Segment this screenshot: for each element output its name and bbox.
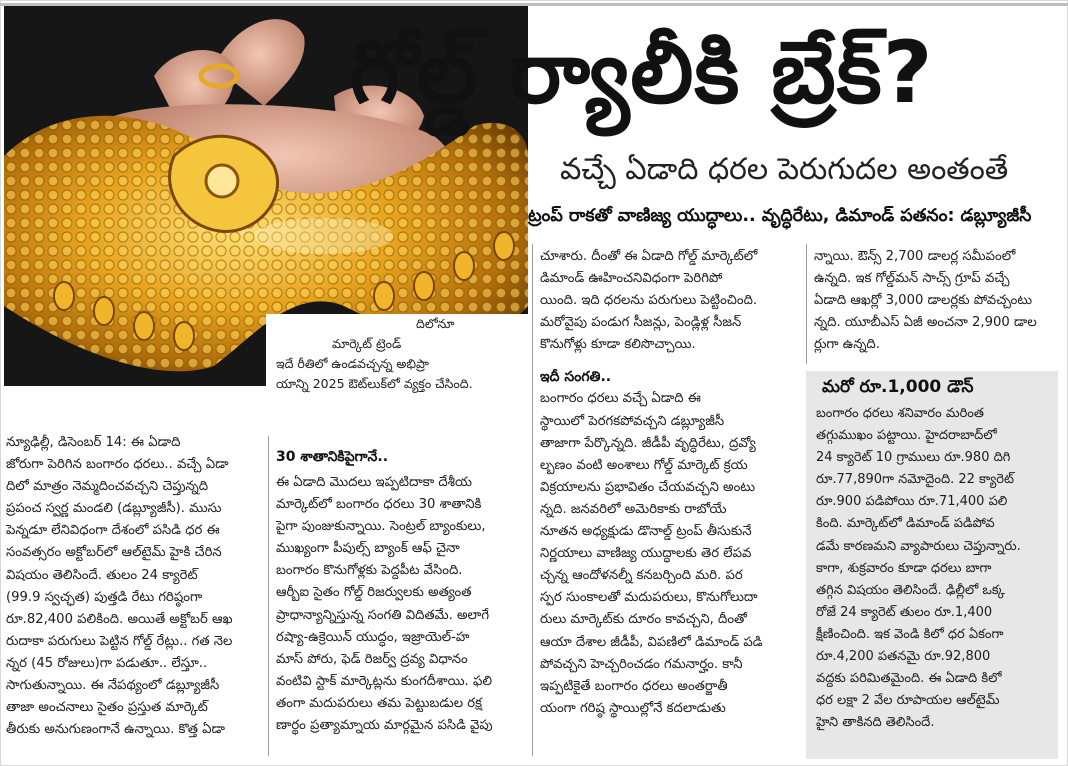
text-line: హైని తాకినది తెలిసిందే. xyxy=(816,715,935,731)
text-line: 24 క్యారెట్ 10 గ్రాములు రూ.980 దిగి xyxy=(816,450,1011,466)
text-line: ముఖ్యంగా పీపుల్స్ బ్యాంక్ ఆఫ్ చైనా xyxy=(276,541,460,557)
text-line: జోరుగా పెరిగిన బంగారం ధరలు.. వచ్చే ఏడా xyxy=(6,457,229,473)
caption-line-4: యాన్ని 2025 ఔట్‌లుక్‌లో వ్యక్తం చేసింది. xyxy=(276,376,473,391)
text-line: ఆర్బీఐ సైతం గోల్డ్ రిజర్వులకు అత్యంత xyxy=(276,585,472,601)
caption-line-2: మార్కెట్ ట్రెండ్ xyxy=(332,336,402,351)
text-line: తంగా మదుపరులు తమ పెట్టుబడుల రక్ష xyxy=(276,695,482,711)
text-line: తాజా అంచనాలు సైతం ప్రస్తుత మార్కెట్ xyxy=(6,700,208,716)
price-drop-box xyxy=(806,371,1058,759)
caption-line-1: దిలోనూ xyxy=(416,316,455,331)
text-line: న్నది. యూబీఎస్ ఏజీ అంచనా 2,900 డాల xyxy=(814,315,1037,331)
text-line: ప్రపంచ స్వర్ణ మండలి (డబ్ల్యూజీసీ). ముసు xyxy=(6,501,222,517)
column-3 xyxy=(540,246,802,720)
text-line: పైగా పుంజుకున్నాయి. సెంట్రల్ బ్యాంకులు, xyxy=(276,519,486,535)
kicker: ట్రంప్ రాకతో వాణిజ్య యుద్ధాలు.. వృద్ధిరేటు, డిమాండ్ పతనం: డబ్ల్యూజీసీ xyxy=(528,206,1032,226)
text-line: యింది. ఇది ధరలను పరుగులు పెట్టించింది. xyxy=(540,293,758,309)
text-line: తగ్గుముఖం పట్టాయి. హైదరాబాద్‌లో xyxy=(816,428,997,444)
text-line: రష్యా-ఉక్రెయిన్ యుద్ధం, ఇజ్రాయెల్-హ xyxy=(276,629,470,645)
text-line: న్నది. జనవరిలో అమెరికాకు రాబోయే xyxy=(540,501,727,517)
text-line: బంగారం ధరలు శనివారం మరింత xyxy=(816,406,984,421)
headline: గోల్డ్ ర్యాలీకి బ్రేక్? xyxy=(350,23,934,123)
text-line: డిమాండ్ ఊహించనివిధంగా పెరిగిపో xyxy=(540,271,723,287)
text-line: రులు మార్కెట్‌కు దూరం కావచ్చని, దీంతో xyxy=(540,612,747,628)
column-4 xyxy=(814,246,1060,356)
column-divider xyxy=(806,244,807,364)
text-line: కొనుగోళ్లు కూడా కలిసొచ్చాయి. xyxy=(540,337,696,353)
text-line: బంగారం కొనుగోళ్లకు పెద్దపీట వేసింది. xyxy=(276,563,463,579)
text-line: సాగుతున్నాయి. ఈ నేపథ్యంలో డబ్ల్యూజీసీ xyxy=(6,678,220,694)
text-line: దిలో మాత్రం నెమ్మదించవచ్చని చెప్తున్నది xyxy=(6,479,209,495)
text-line: మార్కెట్‌లో బంగారం ధరలు 30 శాతానికి xyxy=(276,497,482,513)
text-line: మాస్ పోరు, ఫెడ్ రిజర్వ్ ద్రవ్య విధానం xyxy=(276,651,468,667)
text-line: న్యూఢిల్లీ, డిసెంబర్ 14: ఈ ఏడాది xyxy=(6,435,181,450)
text-line: వంటివి స్టాక్ మార్కెట్లను కుంగదీశాయి. ఫలి xyxy=(276,673,492,689)
text-line: ర్లుగా ఉన్నది. xyxy=(814,337,880,353)
text-line: రోజే 24 క్యారెట్ తులం రూ.1,400 xyxy=(816,604,993,620)
photo-caption xyxy=(266,314,528,429)
text-line: తగ్గిన విషయం తెలిసిందే. ఢిల్లీలో ఒక్క xyxy=(816,582,1005,598)
column-divider xyxy=(532,244,533,756)
text-line: రూ.900 పడిపోయి రూ.71,400 పలి xyxy=(816,494,1008,510)
box-body xyxy=(816,403,1054,734)
text-line: న్నర (45 రోజులు)గా పడుతూ.. లేస్తూ.. xyxy=(6,655,208,671)
text-line: విషయం తెలిసిందే. తులం 24 క్యారెట్ xyxy=(6,567,198,583)
text-line: (99.9 స్వచ్ఛత) పుత్తడి రేటు గరిష్ఠంగా xyxy=(6,589,203,605)
text-line: ప్రాధాన్యాన్నిస్తున్న సంగతి విదితమే. అలాగే xyxy=(276,607,490,623)
text-line: ణార్థం ప్రత్యామ్నాయ మార్గమైన పసిడి వైపు xyxy=(276,718,493,734)
text-line: ఈ ఏడాది మొదలు ఇప్పటిదాకా దేశీయ xyxy=(276,475,472,490)
column-2 xyxy=(276,446,526,737)
text-line: ల్బణం వంటి అంశాలు గోల్డ్ మార్కెట్ క్రయ xyxy=(540,457,748,473)
text-line: చూశారు. దీంతో ఈ ఏడాది గోల్డ్ మార్కెట్‌లో xyxy=(540,249,758,264)
text-line: ఇప్పటికైతే బంగారం ధరలు అంతర్జాతీ xyxy=(540,678,728,694)
text-line: తీరుకు అనుగుణంగానే ఉన్నాయి. కొత్త ఏడా xyxy=(6,722,225,738)
text-line: ధర లక్షా 2 వేల రూపాయల ఆల్‌టైమ్ xyxy=(816,693,1000,709)
text-line: యంగా గరిష్ఠ స్థాయిల్లోనే కదలాడుతు xyxy=(540,700,726,716)
column-divider xyxy=(268,436,269,756)
text-line: వద్దకు పరిమితమైంది. ఈ ఏడాది కిలో xyxy=(816,671,1002,687)
text-line: చ్చన్న ఆందోళనల్నీ కనబర్చింది మరి. పర xyxy=(540,568,743,584)
section-heading-30-percent: 30 శాతానికిపైగానే.. xyxy=(276,449,389,465)
text-line: స్థాయిలో పెరగకపోవచ్చని డబ్ల్యూజీసీ xyxy=(540,413,725,429)
text-line: కింది. మార్కెట్‌లో డిమాండ్ పడిపోవ xyxy=(816,516,995,532)
column-1 xyxy=(6,432,262,741)
text-line: పెన్నడూ లేనివిధంగా దేశంలో పసిడి ధర ఈ xyxy=(6,523,220,539)
subheadline: వచ్చే ఏడాది ధరల పెరుగుదల అంతంతే xyxy=(560,152,1009,187)
text-line: న్నాయి. ఔన్స్ 2,700 డాలర్ల సమీపంలో xyxy=(814,249,1016,264)
text-line: డమే కారణమని వ్యాపారులు చెప్తున్నారు. xyxy=(816,538,1021,554)
text-line: ఏడాది ఆఖర్లో 3,000 డాలర్లకు పోవచ్చంటు xyxy=(814,293,1033,309)
text-line: ఆయా దేశాల జీడీపీ, విపణిలో డిమాండ్ పడి xyxy=(540,634,763,650)
text-line: నిర్ణయాలు వాణిజ్య యుద్ధాలకు తెర లేపవ xyxy=(540,546,752,562)
text-line: స్పర సుంకాలతో మదుపరులు, కొనుగోలుదా xyxy=(540,590,758,606)
text-line: నూతన అధ్యక్షుడు డొనాల్డ్ ట్రంప్ తీసుకునే xyxy=(540,524,752,540)
text-line: కాగా, శుక్రవారం కూడా ధరలు బాగా xyxy=(816,560,992,576)
text-line: క్షీణించింది. ఇక వెండి కిలో ధర ఏకంగా xyxy=(816,626,1004,642)
text-line: తాజాగా పేర్కొన్నది. జీడీపీ వృద్ధిరేటు, ద్రవ్యో xyxy=(540,435,756,451)
text-line: రూ.82,400 పలికింది. అయితే అక్టోబర్ ఆఖ xyxy=(6,611,233,627)
text-line: రూ.77,890గా నమోదైంది. 22 క్యారెట్ xyxy=(816,472,1015,488)
text-line: ఉన్నది. ఇక గోల్డ్‌మన్ సాచ్స్ గ్రూప్ వచ్చే xyxy=(814,271,1010,287)
text-line: రుదాకా పరుగులు పెట్టిన గోల్డ్ రేట్లు.. గత నెల xyxy=(6,633,233,649)
caption-line-3: ఇదే రీతిలో ఉండవచ్చన్న అభిప్రా xyxy=(276,356,429,371)
text-line: బంగారం ధరలు వచ్చే ఏడాది ఈ xyxy=(540,391,701,407)
text-line: పోవచ్చని హెచ్చరించడం గమనార్హం. కానీ xyxy=(540,656,743,672)
box-title: మరో రూ.1,000 డౌన్ xyxy=(822,377,974,397)
text-line: రూ.4,200 పతనమై రూ.92,800 xyxy=(816,649,991,665)
text-line: సంవత్సరం అక్టోబర్‌లో ఆల్‌టైమ్ హైకి చేరిన xyxy=(6,545,222,561)
text-line: విక్రయాలను ప్రభావితం చేయవచ్చని అంటు xyxy=(540,479,756,495)
text-line: మరోవైపు పండుగ సీజన్లు, పెండ్లిళ్ల సీజన్ xyxy=(540,315,742,331)
section-heading-idi-sangati: ఇదీ సంగతి.. xyxy=(540,369,612,386)
